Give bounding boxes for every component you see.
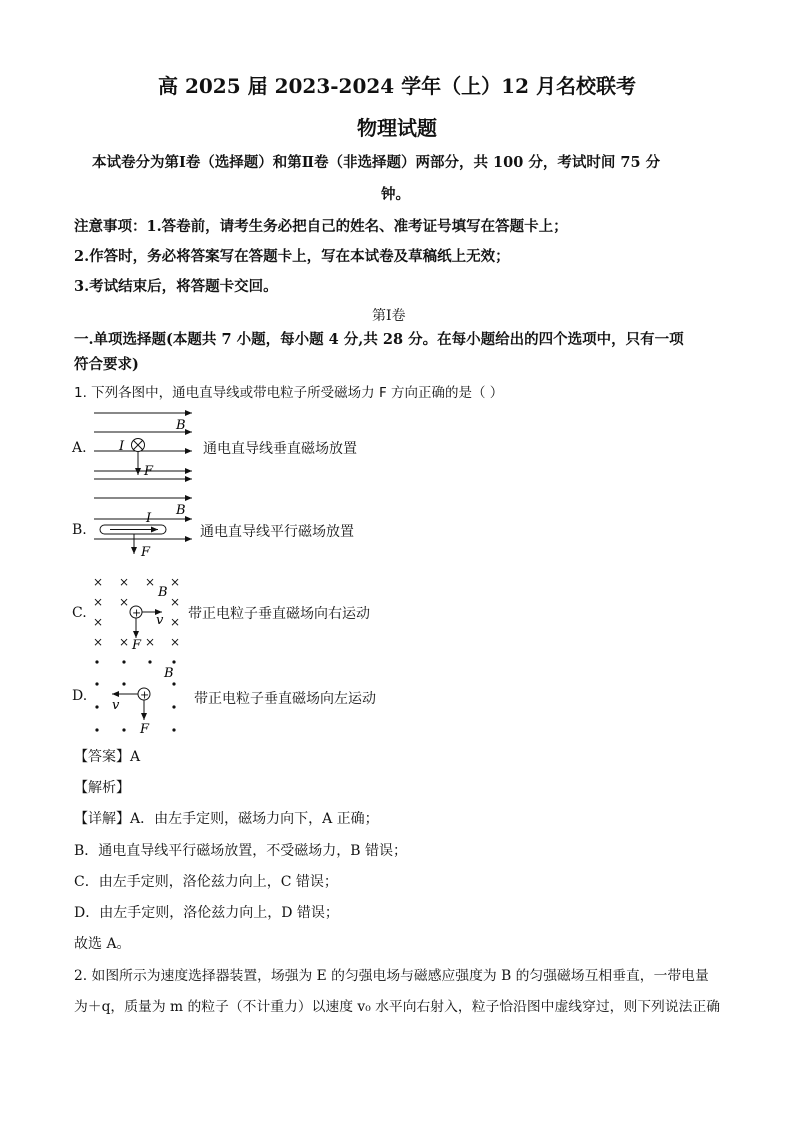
explanation-line-5: 故选 A。 <box>74 936 131 952</box>
option-c-letter: C. <box>72 605 87 621</box>
intro-line-2: 钟。 <box>381 186 410 203</box>
label-i: I <box>119 439 125 454</box>
label-b: B <box>176 418 186 433</box>
q2-line-2: 为＋q，质量为 m 的粒子（不计重力）以速度 v₀ 水平向右射入，粒子恰沿图中虚线穿过，则下列说法正确 <box>74 999 721 1015</box>
intro-line-1: 本试卷分为第Ⅰ卷（选择题）和第Ⅱ卷（非选择题）两部分，共 100 分，考试时间 75 分 <box>92 154 661 171</box>
figure-b <box>88 474 200 560</box>
section-heading-1: 一.单项选择题(本题共 7 小题，每小题 4 分,共 28 分。在每小题给出的四个选项中，只有一项 <box>74 331 684 348</box>
label-f: F <box>132 638 142 652</box>
option-a-desc: 通电直导线垂直磁场放置 <box>203 441 357 457</box>
svg-text:×: × <box>170 595 181 609</box>
q1-stem: 1. 下列各图中，通电直导线或带电粒子所受磁场力 F 方向正确的是（ ） <box>74 385 504 401</box>
svg-text:×: × <box>93 575 104 589</box>
option-d-desc: 带正电粒子垂直磁场向左运动 <box>194 691 376 707</box>
svg-text:×: × <box>170 575 181 589</box>
svg-text:×: × <box>93 635 104 649</box>
figure-a <box>88 405 200 481</box>
svg-text:×: × <box>119 635 130 649</box>
plus-sign: + <box>132 606 142 620</box>
note-2: 2.作答时，务必将答案写在答题卡上，写在本试卷及草稿纸上无效； <box>74 248 510 265</box>
svg-text:×: × <box>119 595 130 609</box>
svg-text:×: × <box>170 615 181 629</box>
note-1: 注意事项：1.答卷前，请考生务必把自己的姓名、准考证号填写在答题卡上； <box>74 218 568 235</box>
svg-text:×: × <box>93 615 104 629</box>
svg-text:×: × <box>93 595 104 609</box>
exam-title: 高 2025 届 2023-2024 学年（上）12 月名校联考 <box>158 74 636 98</box>
note-3: 3.考试结束后，将答题卡交回。 <box>74 278 278 295</box>
svg-text:×: × <box>145 635 156 649</box>
analysis-title: 【解析】 <box>74 780 130 796</box>
label-f: F <box>140 722 150 737</box>
option-d-letter: D. <box>72 688 88 704</box>
explanation-line-3: C．由左手定则，洛伦兹力向上，C 错误； <box>74 874 338 890</box>
explanation-line-2: B．通电直导线平行磁场放置，不受磁场力，B 错误； <box>74 843 408 859</box>
option-a-letter: A. <box>72 440 87 456</box>
label-f: F <box>144 464 154 479</box>
label-b: B <box>164 666 174 681</box>
svg-text:×: × <box>170 635 181 649</box>
svg-text:×: × <box>145 575 156 589</box>
option-b-letter: B. <box>72 522 87 538</box>
volume-heading: 第Ⅰ卷 <box>372 308 406 324</box>
label-b: B <box>158 585 168 600</box>
figure-d <box>88 652 188 738</box>
answer-line: 【答案】A <box>74 749 141 765</box>
plus-sign: + <box>140 688 150 702</box>
label-v: v <box>112 698 120 713</box>
option-c-desc: 带正电粒子垂直磁场向右运动 <box>188 606 370 622</box>
section-heading-2: 符合要求) <box>74 356 139 373</box>
label-i: I <box>146 511 152 526</box>
label-b: B <box>176 503 186 518</box>
label-f: F <box>141 545 151 560</box>
option-b-desc: 通电直导线平行磁场放置 <box>200 524 354 540</box>
label-v: v <box>156 613 164 628</box>
subject-title: 物理试题 <box>357 116 437 140</box>
explanation-line-4: D．由左手定则，洛伦兹力向上，D 错误； <box>74 905 339 921</box>
svg-text:×: × <box>119 575 130 589</box>
explanation-line-1: 【详解】A．由左手定则，磁场力向下，A 正确； <box>74 811 379 827</box>
figure-c <box>88 570 188 652</box>
q2-line-1: 2. 如图所示为速度选择器装置，场强为 E 的匀强电场与磁感应强度为 B 的匀强磁场互相垂直，一带电量 <box>74 968 709 984</box>
